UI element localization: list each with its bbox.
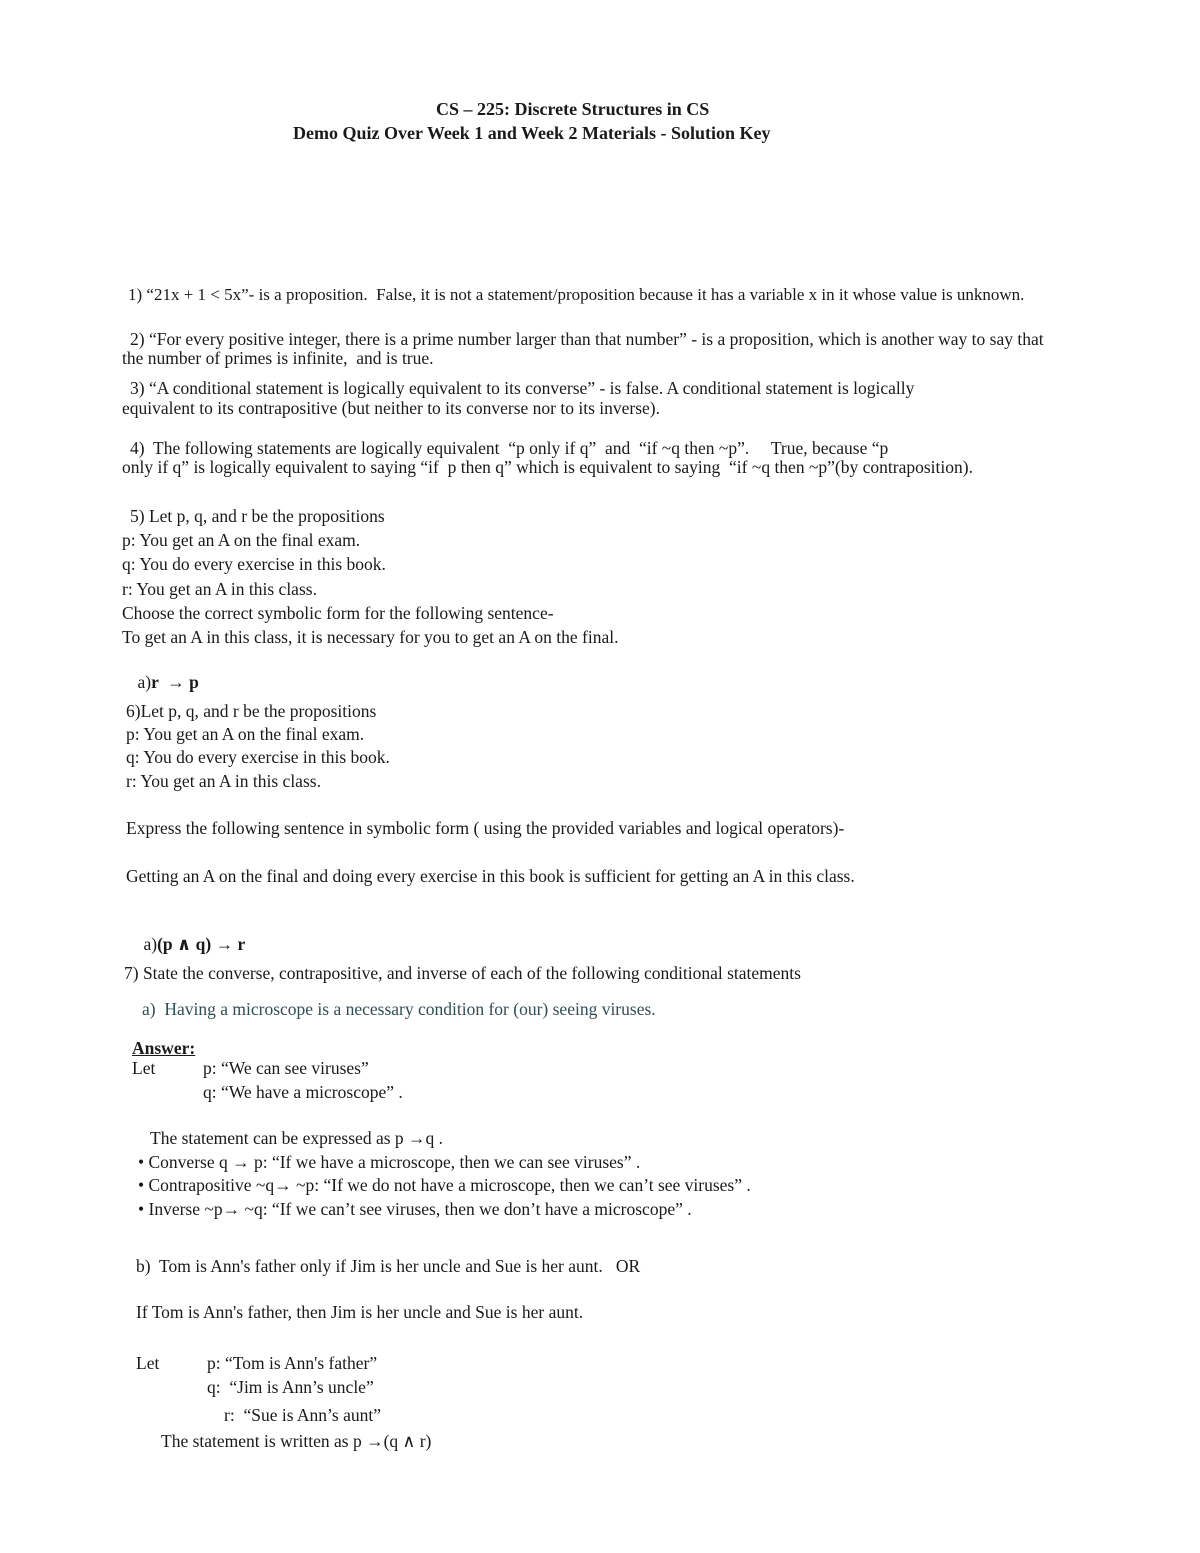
question-7b-alternative: If Tom is Ann's father, then Jim is her uncle and Sue is her aunt.	[136, 1302, 584, 1322]
question-7b-prop-r: r: “Sue is Ann’s aunt”	[224, 1405, 381, 1425]
question-2-line-2: the number of primes is infinite, and is true.	[122, 348, 434, 368]
question-5-instruction: Choose the correct symbolic form for the following sentence-	[122, 603, 554, 623]
question-5-prop-p: p: You get an A on the final exam.	[122, 530, 361, 550]
question-7b-statement: b) Tom is Ann's father only if Jim is her uncle and Sue is her aunt. OR	[136, 1256, 641, 1276]
question-6-answer-formula: (p ∧ q) → r	[157, 934, 246, 955]
question-7-intro: 7) State the converse, contrapositive, and inverse of each of the following conditional statements	[124, 963, 801, 983]
question-7a-prop-p: p: “We can see viruses”	[203, 1058, 369, 1078]
question-2-line-1: 2) “For every positive integer, there is a prime number larger than that number” - is a proposition, which is another way to say that	[130, 329, 1044, 349]
question-7b-let: Let	[136, 1353, 160, 1373]
question-6-prop-p: p: You get an A on the final exam.	[126, 724, 365, 744]
question-7a-inverse: • Inverse ~p→ ~q: “If we can’t see viruses, then we don’t have a microscope” .	[138, 1199, 692, 1219]
question-7a-answer-label: Answer:	[132, 1038, 196, 1058]
question-7a-converse: • Converse q → p: “If we have a microscope, then we can see viruses” .	[138, 1152, 641, 1172]
question-5-answer-prefix: a)	[137, 672, 152, 693]
question-7a-contrapositive: • Contrapositive ~q→ ~p: “If we do not have a microscope, then we can’t see viruses” .	[138, 1175, 751, 1195]
question-7a-expressed: The statement can be expressed as p →q .	[150, 1128, 444, 1148]
question-6-prop-q: q: You do every exercise in this book.	[126, 747, 390, 767]
question-3-line-1: 3) “A conditional statement is logically equivalent to its converse” - is false. A conditional statement is logically	[130, 378, 915, 398]
question-6-sentence: Getting an A on the final and doing every exercise in this book is sufficient for getting an A in this class.	[126, 866, 855, 886]
question-6-instruction: Express the following sentence in symbolic form ( using the provided variables and logical operators)-	[126, 818, 845, 838]
question-1: 1) “21x + 1 < 5x”- is a proposition. False, it is not a statement/proposition because it has a variable x in it whose value is unknown.	[128, 285, 1025, 304]
question-6-prop-r: r: You get an A in this class.	[126, 771, 321, 791]
document-subtitle: Demo Quiz Over Week 1 and Week 2 Materials - Solution Key	[293, 123, 771, 143]
question-4-line-2: only if q” is logically equivalent to saying “if p then q” which is equivalent to saying “if ~q then ~p”(by contraposition).	[122, 457, 973, 477]
question-5-prop-r: r: You get an A in this class.	[122, 579, 317, 599]
question-3-line-2: equivalent to its contrapositive (but neither to its converse nor to its inverse).	[122, 398, 660, 418]
question-4-line-1: 4) The following statements are logically equivalent “p only if q” and “if ~q then ~p”. True, because “p	[130, 438, 889, 458]
question-7a-let: Let	[132, 1058, 156, 1078]
question-7b-prop-p: p: “Tom is Ann's father”	[207, 1353, 378, 1373]
question-7a-statement: a) Having a microscope is a necessary condition for (our) seeing viruses.	[142, 999, 656, 1019]
question-5-intro: 5) Let p, q, and r be the propositions	[130, 506, 385, 526]
question-7a-prop-q: q: “We have a microscope” .	[203, 1082, 403, 1102]
question-7b-written: The statement is written as p →(q ∧ r)	[161, 1431, 432, 1451]
question-6-answer-prefix: a)	[143, 934, 158, 955]
question-7b-prop-q: q: “Jim is Ann’s uncle”	[207, 1377, 374, 1397]
question-5-prop-q: q: You do every exercise in this book.	[122, 554, 386, 574]
document-title: CS – 225: Discrete Structures in CS	[436, 99, 710, 119]
question-6-intro: 6)Let p, q, and r be the propositions	[126, 701, 377, 721]
question-5-sentence: To get an A in this class, it is necessary for you to get an A on the final.	[122, 627, 619, 647]
question-5-answer-formula: r → p	[151, 672, 199, 693]
